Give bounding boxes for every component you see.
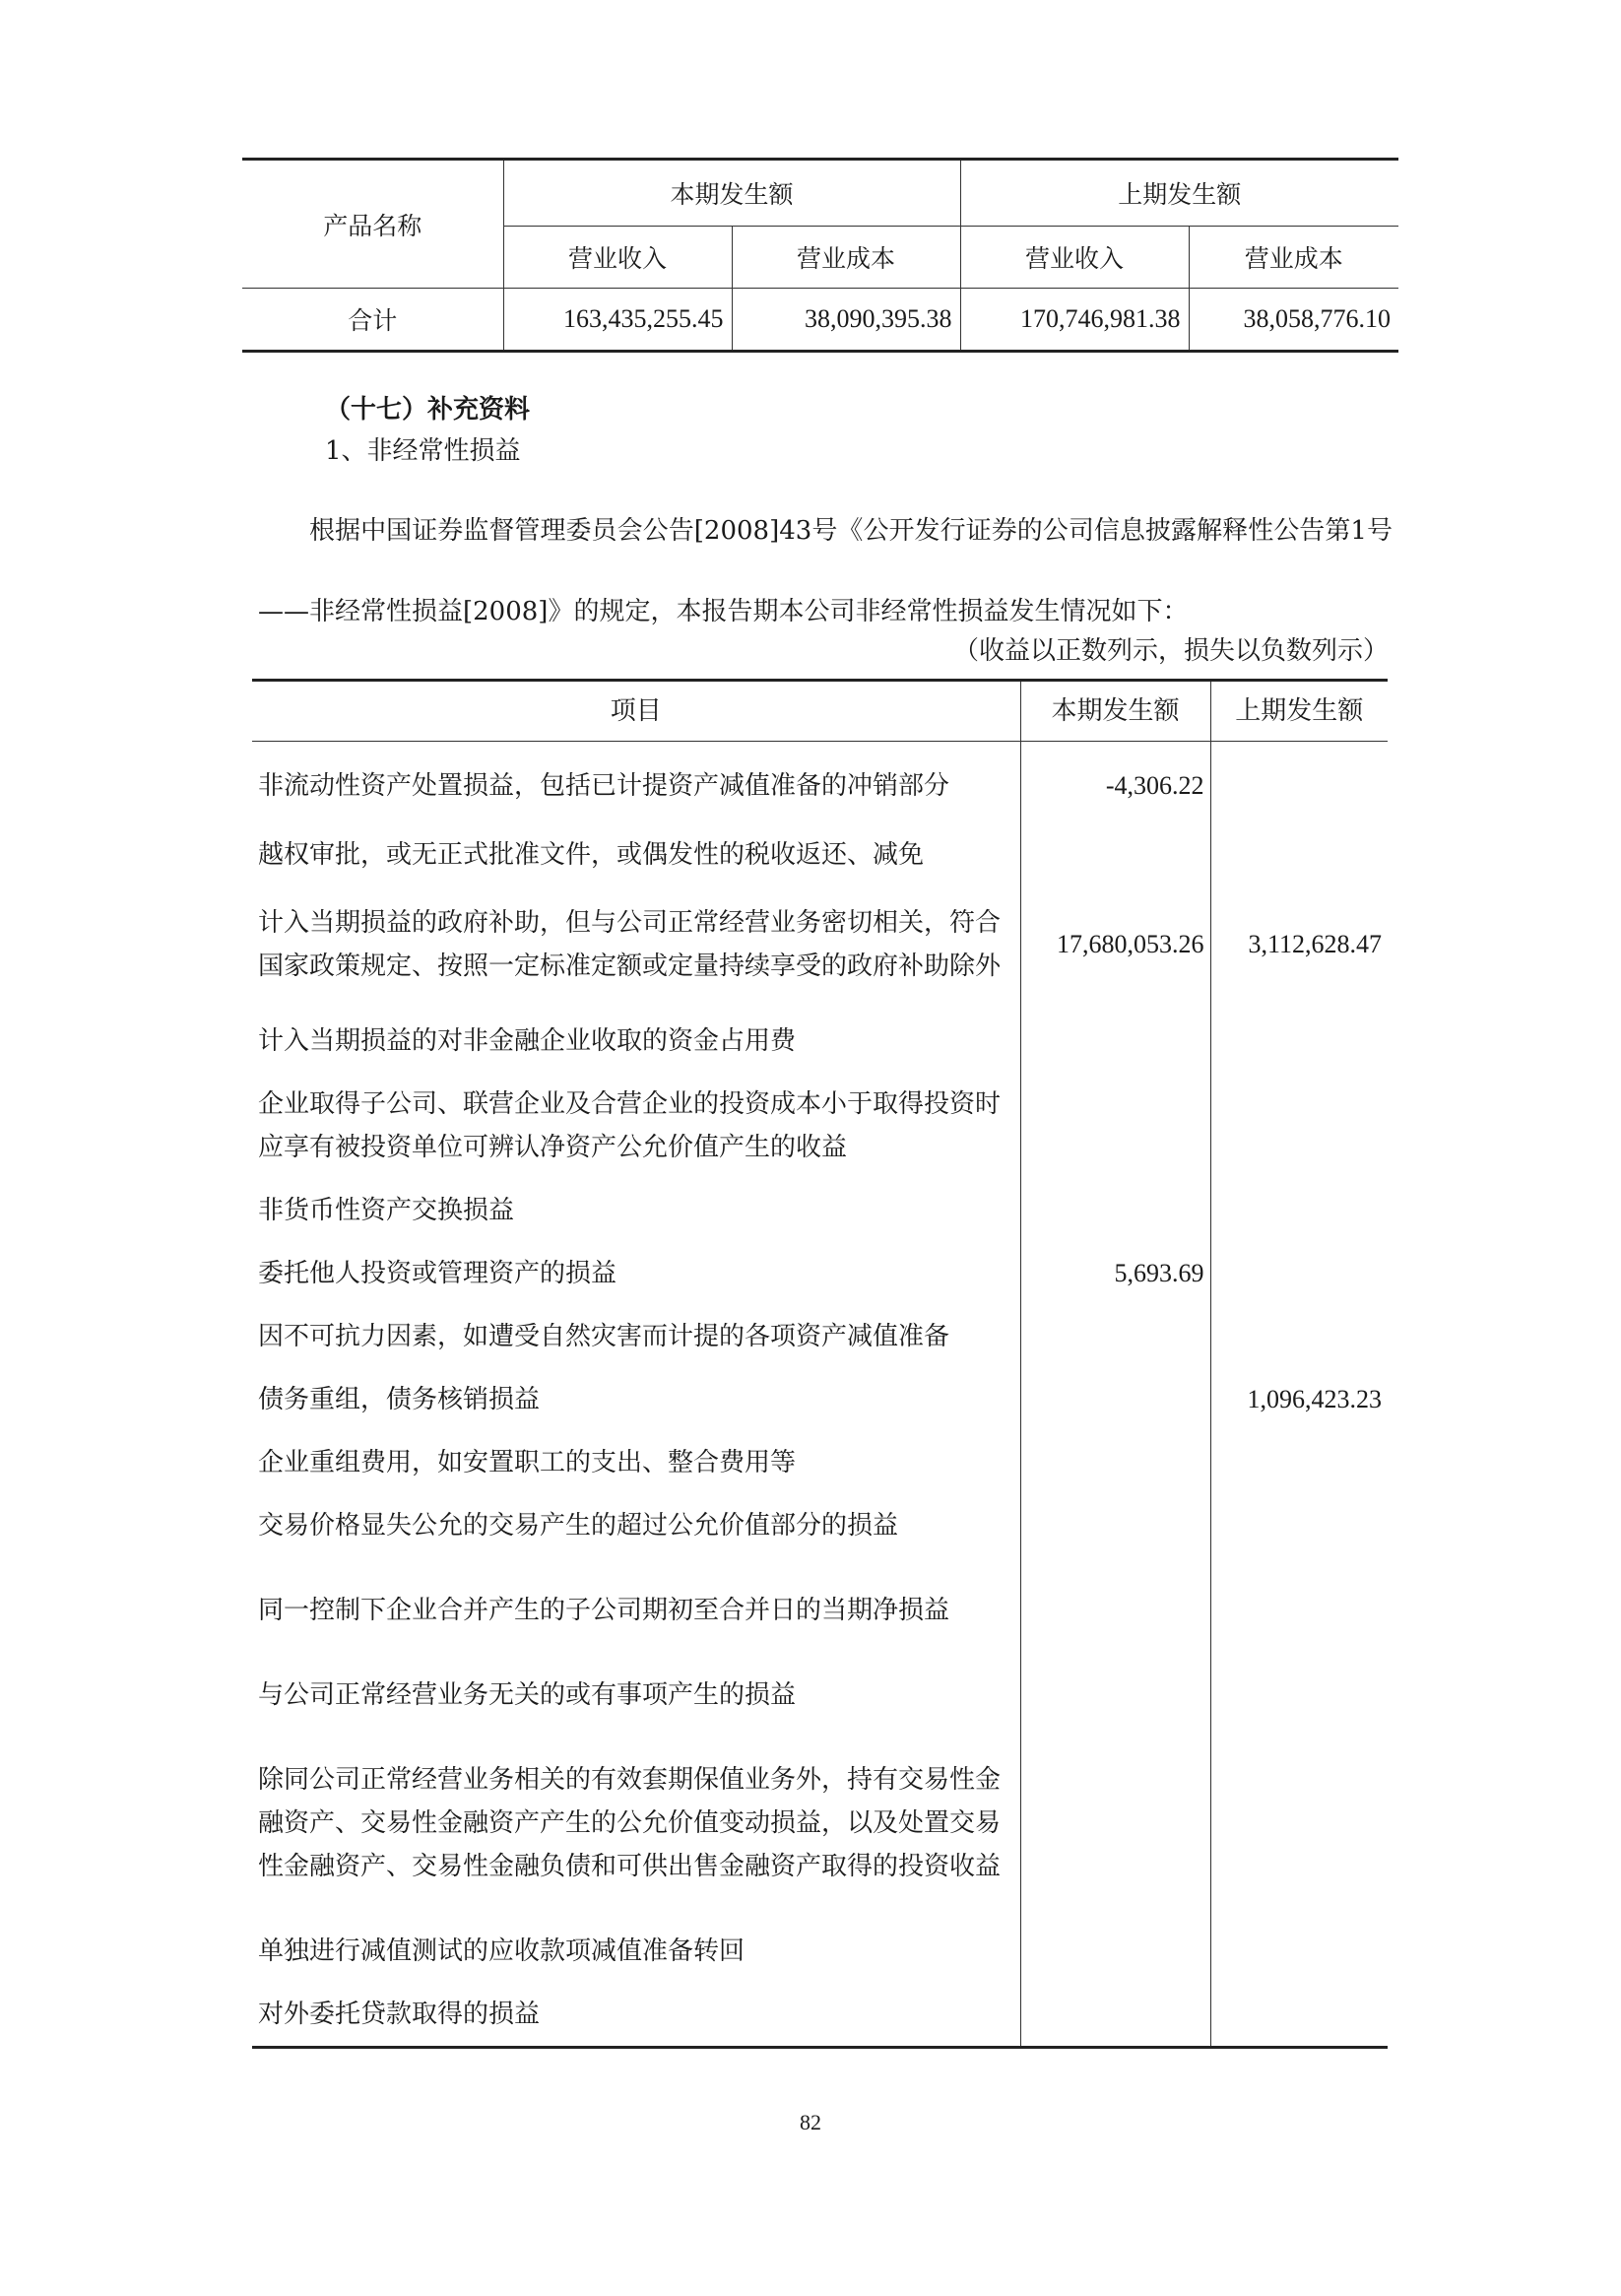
row-prior: [1210, 1727, 1388, 1920]
table-row: [252, 830, 1388, 880]
table-row: [252, 1431, 1388, 1494]
row-item: 计入当期损益的政府补助，但与公司正常经营业务密切相关，符合国家政策规定、按照一定标准定额或定量持续享受的政府补助除外: [252, 880, 1020, 1010]
nonrecurring-gains-table: [252, 679, 1388, 2049]
row-item: 因不可抗力因素，如遭受自然灾害而计提的各项资产减值准备: [252, 1305, 1020, 1368]
row-prior: [1210, 1431, 1388, 1494]
row-prior: [1210, 1920, 1388, 1983]
row-prior: [1210, 1305, 1388, 1368]
row-current: [1020, 830, 1210, 880]
subheader-current-cost: 营业成本: [732, 227, 960, 289]
header-item: 项目: [252, 681, 1020, 742]
row-current: [1020, 1920, 1210, 1983]
row-prior: [1210, 1010, 1388, 1073]
subheader-prior-cost: 营业成本: [1189, 227, 1398, 289]
total-current-cost: 38,090,395.38: [732, 289, 960, 352]
total-prior-cost: 38,058,776.10: [1189, 289, 1398, 352]
row-current: 17,680,053.26: [1020, 880, 1210, 1010]
row-item: 越权审批，或无正式批准文件，或偶发性的税收返还、减免: [252, 830, 1020, 880]
table-row: [252, 1242, 1388, 1305]
total-label: 合计: [242, 289, 503, 352]
row-item: 非流动性资产处置损益，包括已计提资产减值准备的冲销部分: [252, 742, 1020, 830]
row-current: [1020, 1431, 1210, 1494]
row-current: -4,306.22: [1020, 742, 1210, 830]
row-prior: [1210, 830, 1388, 880]
header-product-name: 产品名称: [242, 160, 503, 289]
product-revenue-table: [242, 158, 1398, 353]
table-row: [252, 1305, 1388, 1368]
section-heading: （十七）补充资料: [325, 395, 531, 425]
table-row: [252, 742, 1388, 830]
row-current: [1020, 1368, 1210, 1431]
row-current: [1020, 1010, 1210, 1073]
row-item: 委托他人投资或管理资产的损益: [252, 1242, 1020, 1305]
page-number: 82: [800, 2110, 821, 2134]
row-current: [1020, 1727, 1210, 1920]
row-current: [1020, 1494, 1210, 1557]
total-current-revenue: 163,435,255.45: [503, 289, 732, 352]
header-current: 本期发生额: [1020, 681, 1210, 742]
row-item: 计入当期损益的对非金融企业收取的资金占用费: [252, 1010, 1020, 1073]
row-current: [1020, 1179, 1210, 1242]
row-current: [1020, 1305, 1210, 1368]
row-current: [1020, 1557, 1210, 1664]
header-prior-period: 上期发生额: [960, 160, 1398, 227]
row-prior: [1210, 1557, 1388, 1664]
total-prior-revenue: 170,746,981.38: [960, 289, 1189, 352]
row-prior: [1210, 1179, 1388, 1242]
table-row: [252, 1073, 1388, 1179]
row-prior: 3,112,628.47: [1210, 880, 1388, 1010]
row-prior: [1210, 1073, 1388, 1179]
header-prior: 上期发生额: [1210, 681, 1388, 742]
unit-note: （收益以正数列示，损失以负数列示）: [952, 636, 1389, 666]
row-prior: [1210, 1983, 1388, 2048]
subheader-current-revenue: 营业收入: [503, 227, 732, 289]
subheader-prior-revenue: 营业收入: [960, 227, 1189, 289]
intro-paragraph: 根据中国证券监督管理委员会公告[2008]43号《公开发行证券的公司信息披露解释性公告第1号——非经常性损益[2008]》的规定，本报告期本公司非经常性损益发生情况如下：: [258, 516, 1393, 626]
table-row: [252, 1727, 1388, 1920]
row-item: 交易价格显失公允的交易产生的超过公允价值部分的损益: [252, 1494, 1020, 1557]
section-subheading: 1、非经常性损益: [325, 436, 521, 466]
row-item: 单独进行减值测试的应收款项减值准备转回: [252, 1920, 1020, 1983]
table-row: [252, 1664, 1388, 1727]
table-row: [252, 1920, 1388, 1983]
row-item: 与公司正常经营业务无关的或有事项产生的损益: [252, 1664, 1020, 1727]
row-current: [1020, 1983, 1210, 2048]
row-prior: [1210, 1664, 1388, 1727]
row-prior: [1210, 742, 1388, 830]
row-item: 企业重组费用，如安置职工的支出、整合费用等: [252, 1431, 1020, 1494]
row-item: 除同公司正常经营业务相关的有效套期保值业务外，持有交易性金融资产、交易性金融资产产生的公允价值变动损益，以及处置交易性金融资产、交易性金融负债和可供出售金融资产取得的投资收益: [252, 1727, 1020, 1920]
header-current-period: 本期发生额: [503, 160, 960, 227]
row-prior: 1,096,423.23: [1210, 1368, 1388, 1431]
table-row: [252, 1983, 1388, 2048]
table-row: [252, 1010, 1388, 1073]
table-row: [252, 1557, 1388, 1664]
row-item: 对外委托贷款取得的损益: [252, 1983, 1020, 2048]
row-current: 5,693.69: [1020, 1242, 1210, 1305]
table-row: [252, 1179, 1388, 1242]
row-current: [1020, 1664, 1210, 1727]
row-item: 同一控制下企业合并产生的子公司期初至合并日的当期净损益: [252, 1557, 1020, 1664]
row-prior: [1210, 1242, 1388, 1305]
row-item: 企业取得子公司、联营企业及合营企业的投资成本小于取得投资时应享有被投资单位可辨认净资产公允价值产生的收益: [252, 1073, 1020, 1179]
row-prior: [1210, 1494, 1388, 1557]
table-row: [252, 1368, 1388, 1431]
table-row: [252, 1494, 1388, 1557]
table-row: [252, 880, 1388, 1010]
row-current: [1020, 1073, 1210, 1179]
row-item: 债务重组，债务核销损益: [252, 1368, 1020, 1431]
total-row: [242, 289, 1398, 352]
row-item: 非货币性资产交换损益: [252, 1179, 1020, 1242]
